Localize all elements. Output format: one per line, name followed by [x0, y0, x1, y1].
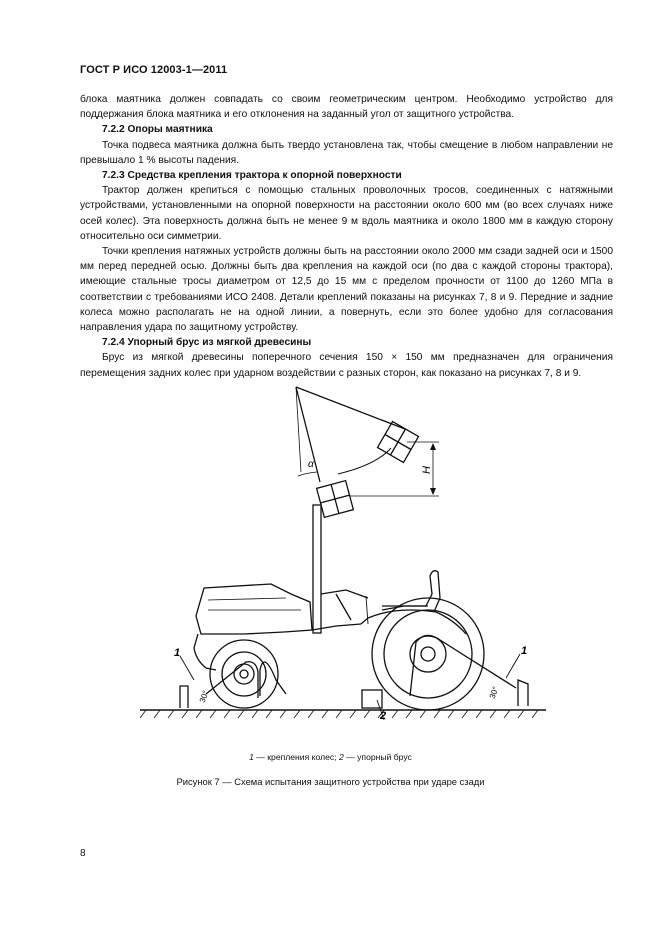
legend-num-1: 1: [249, 752, 254, 762]
tractor-pendulum-drawing: [136, 380, 548, 720]
paragraph-5: Брус из мягкой древесины поперечного сечения 150 × 150 мм предназначен для ограничения перемещения задних колес при ударном воздействии с разных сторон, как показано на рисунках 7, 8 и 9.: [80, 352, 613, 379]
front-wheel-hub: [234, 664, 254, 684]
legend-num-2: 2: [338, 752, 344, 762]
steering-wheel: [321, 590, 368, 598]
pendulum-arm-raised: [296, 387, 405, 429]
figure-caption: Рисунок 7 — Схема испытания защитного устройства при ударе сзади: [176, 776, 485, 787]
label-2: 2: [380, 710, 387, 720]
document-header: ГОСТ Р ИСО 12003-1—2011: [80, 64, 228, 76]
heading-7-2-2: 7.2.2 Опоры маятника: [102, 124, 213, 136]
alpha-arc: [298, 472, 317, 476]
front-wheel-outer: [210, 640, 278, 708]
leader-label-1-left: [180, 656, 194, 680]
heading-7-2-3: 7.2.3 Средства крепления трактора к опорной поверхности: [102, 170, 402, 182]
page-number: 8: [80, 848, 86, 859]
legend-text-1: — крепления колес;: [253, 752, 339, 762]
rear-wheel-outer: [372, 598, 484, 710]
paragraph-2: Точка подвеса маятника должна быть твердо установлена так, чтобы смещение в любом направлении не превышало 1 % высоты падения.: [80, 139, 613, 166]
leader-label-1-right: [506, 654, 520, 678]
ground-hatching: [140, 710, 538, 718]
angle-left: 30°: [197, 689, 211, 704]
label-1-left: 1: [174, 647, 181, 659]
tractor-hood: [196, 584, 312, 634]
label-1-right: 1: [521, 645, 528, 657]
heading-7-2-4: 7.2.4 Упорный брус из мягкой древесины: [102, 337, 312, 349]
angle-right: 30°: [487, 685, 501, 700]
front-fender: [194, 634, 216, 670]
body-text: [80, 92, 613, 381]
rear-anchor: [518, 680, 528, 706]
paragraph-1: блока маятника должен совпадать со своим геометрическим центром. Необходимо устройство для поддержания блока маятника и его отклонения на заданный угол от защитного устройства.: [80, 94, 613, 121]
rear-chain: [410, 635, 516, 696]
figure-legend: [0, 752, 661, 762]
paragraph-3: Трактор должен крепиться с помощью стальных проволочных тросов, соединенных с натяжными устройствами, установленными на опорной поверхности на расстоянии около 600 мм (во всех случаях ниже осей колес). Эта поверхность должна быть не менее 9 м вдоль маятника и около 1800 мм в каждую сторону относительно оси симметрии.: [80, 185, 613, 242]
pendulum-reference-line: [296, 387, 301, 472]
label-alpha: α: [308, 459, 314, 470]
paragraph-4: Точки крепления натяжных устройств должны быть на расстоянии около 2000 мм сзади задней оси и 1500 мм перед передней осью. Должны быть два крепления на каждой оси (по два с каждой стороны трактора), имеющие стальные тросы диаметром от 12,5 до 15 мм с пределом прочности от 1100 до 1260 МПа в соответствии с требованиями ИСО 2408. Детали креплений показаны на рисунках 7, 8 и 9. Передние и задние колеса можно располагать не на одной линии, а повернуть, если это более удобно для согласования направления удара по защитному устройству.: [80, 246, 613, 334]
figure-7-tractor-diagram: [136, 380, 548, 720]
protective-frame-post: [313, 505, 321, 633]
swing-arc: [338, 448, 391, 474]
rear-wheel-hub: [410, 636, 446, 672]
legend-text-2: — упорный брус: [343, 752, 412, 762]
label-h: H: [421, 466, 433, 474]
front-anchor: [180, 686, 188, 708]
